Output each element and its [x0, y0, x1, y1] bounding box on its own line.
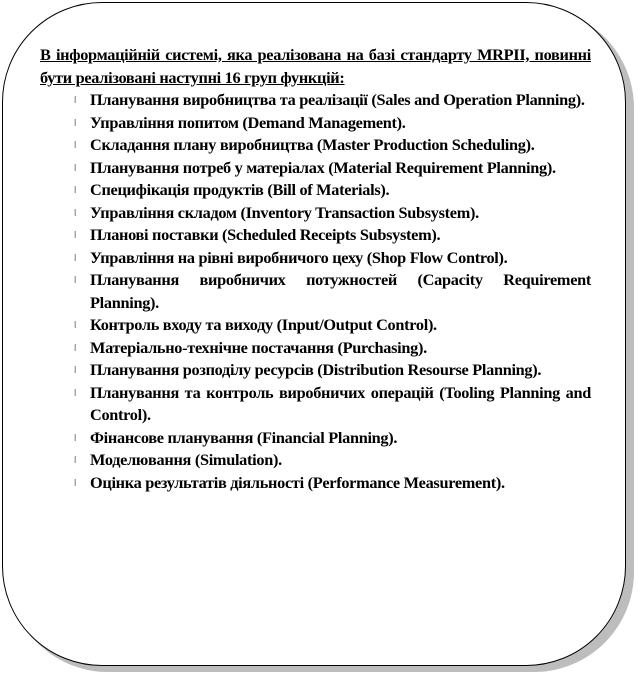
- list-item-text: Матеріально-технічне постачання (Purchasing).: [90, 337, 427, 357]
- bullet-icon: ǀ: [74, 251, 76, 264]
- list-item: [74, 202, 591, 225]
- list-item-text: Управління попитом (Demand Management).: [90, 112, 406, 132]
- list-item-text: Специфікація продуктів (Bill of Materials).: [90, 180, 390, 199]
- bullet-icon: ǀ: [74, 161, 76, 174]
- bullet-icon: ǀ: [74, 364, 76, 376]
- list-item-text: Управління на рівні виробничого цеху (Shop Flow Control).: [90, 247, 508, 267]
- list-item: [74, 337, 591, 360]
- bullet-icon: ǀ: [74, 274, 76, 286]
- bullet-icon: ǀ: [74, 476, 76, 489]
- heading: В інформаційній системі, яка реалізована на базі стандарту MRPII, повинні бути реалізовані наступні 16 груп функцій:: [40, 45, 591, 87]
- list-item-text: Планові поставки (Scheduled Receipts Subsystem).: [90, 225, 441, 244]
- list-item-text: Управління складом (Inventory Transaction Subsystem).: [90, 202, 479, 222]
- list-item: [74, 427, 591, 450]
- list-item: [74, 157, 591, 180]
- list-item-text: Моделювання (Simulation).: [90, 450, 282, 469]
- bullet-icon: ǀ: [74, 454, 76, 466]
- bullet-icon: ǀ: [74, 341, 76, 354]
- list-item: [74, 382, 591, 427]
- list-item: [74, 449, 591, 472]
- list-item: [74, 112, 591, 135]
- list-item-text: Планування розподілу ресурсів (Distribution Resourse Planning).: [90, 360, 542, 379]
- list-item-text: Планування та контроль виробничих операцій (Tooling Planning and Control).: [90, 382, 591, 424]
- bullet-icon: ǀ: [74, 319, 76, 331]
- bullet-icon: ǀ: [74, 431, 76, 444]
- list-item-text: Контроль входу та виходу (Input/Output Control).: [90, 315, 437, 334]
- list-item: [74, 269, 591, 314]
- list-item: [74, 134, 591, 157]
- text-content: [40, 44, 591, 494]
- bullet-icon: ǀ: [74, 386, 76, 399]
- list-item-text: Складання плану виробництва (Master Production Scheduling).: [90, 135, 535, 154]
- list-item: [74, 247, 591, 270]
- list-item: [74, 179, 591, 202]
- bullet-icon: ǀ: [74, 229, 76, 241]
- bullet-icon: ǀ: [74, 206, 76, 219]
- list-item: [74, 89, 591, 112]
- bullet-icon: ǀ: [74, 139, 76, 151]
- list-item: [74, 224, 591, 247]
- bullet-icon: ǀ: [74, 184, 76, 196]
- list-item-text: Планування потреб у матеріалах (Material Requirement Planning).: [90, 157, 556, 177]
- list-item: [74, 314, 591, 337]
- function-list: [40, 89, 591, 494]
- list-item-text: Фінансове планування (Financial Planning).: [90, 427, 398, 447]
- list-item-text: Оцінка результатів діяльності (Performance Measurement).: [90, 472, 505, 492]
- list-item-text: Планування виробничих потужностей (Capacity Requirement Planning).: [90, 270, 591, 312]
- list-item-text: Планування виробництва та реалізації (Sales and Operation Planning).: [90, 90, 585, 109]
- list-item: [74, 359, 591, 382]
- list-item: [74, 472, 591, 495]
- bullet-icon: ǀ: [74, 94, 76, 106]
- bullet-icon: ǀ: [74, 116, 76, 129]
